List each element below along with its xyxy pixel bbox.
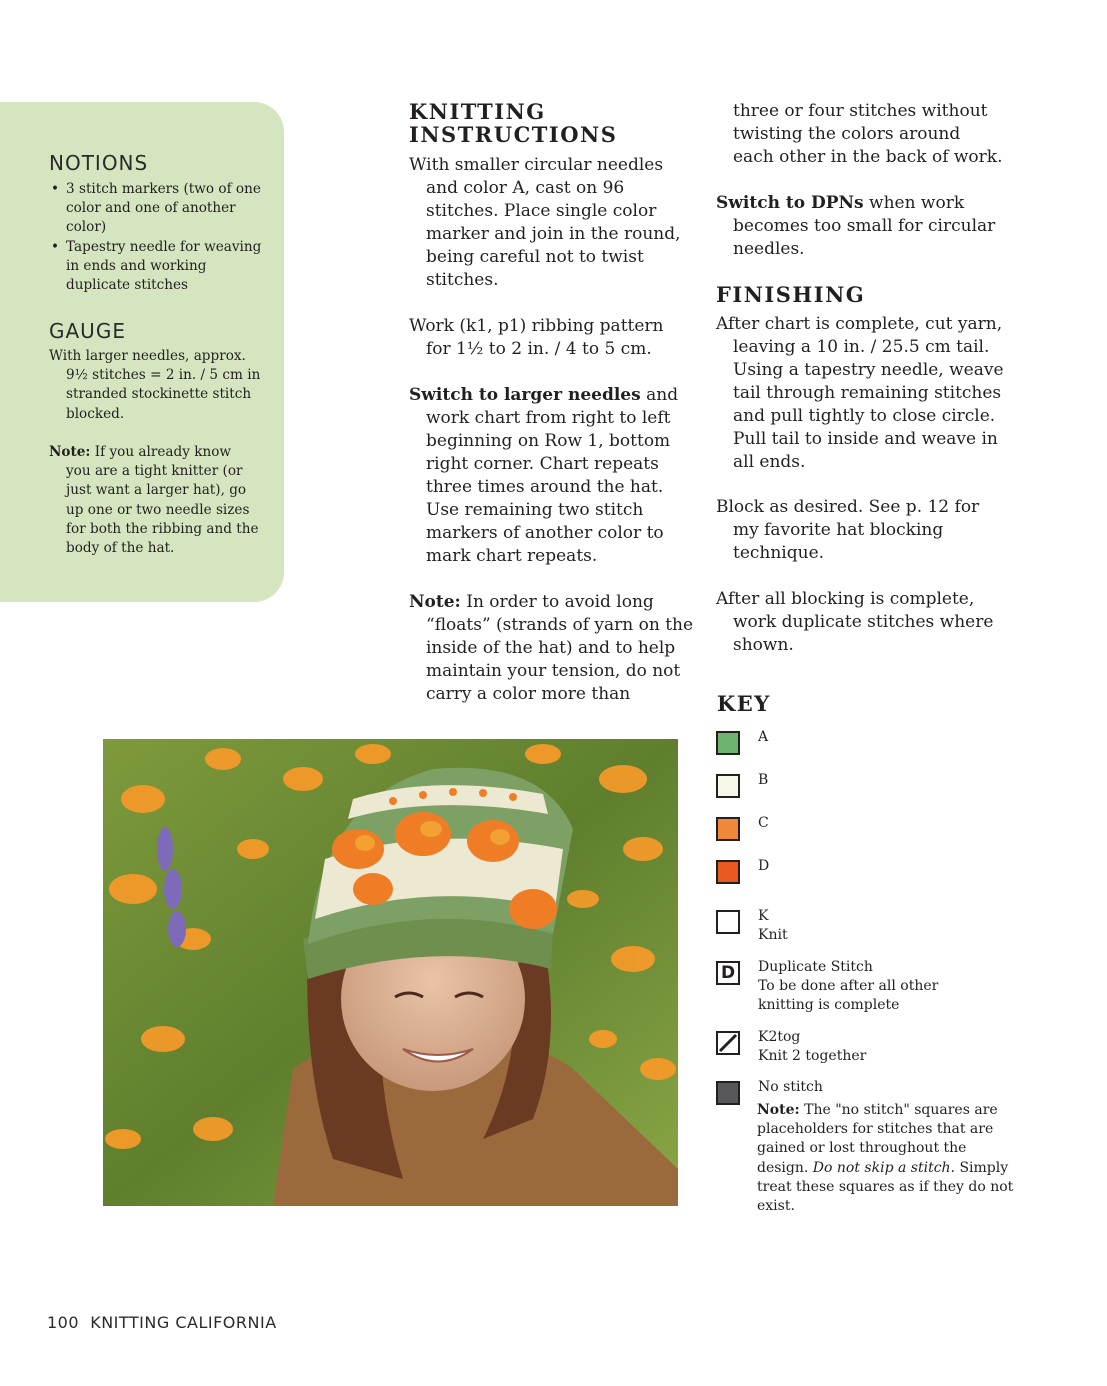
note-italic: Do not skip a stitch. (812, 1159, 955, 1176)
key-label (758, 958, 998, 1016)
note-bold: Note: (757, 1102, 800, 1118)
hat-photo-illustration (103, 739, 678, 1206)
para-text: and work chart from right to left beginning on Row 1, bottom right corner. Chart repeats three times around the hat. Use remaining two stitch markers of another color to mark chart repeats. (426, 385, 679, 566)
dup-label: Duplicate Stitch (758, 959, 873, 975)
duplicate-stitch-icon: D (716, 961, 740, 985)
gauge-text: With larger needles, approx. 9½ stitches = 2 in. / 5 cm in stranded stockinette stitch blocked. (49, 348, 261, 422)
instructions-heading-line: INSTRUCTIONS (409, 122, 618, 147)
no-stitch-swatch (716, 1081, 740, 1105)
note-text: The "no stitch" squares are placeholders for stitches that are gained or lost throughout the design. (757, 1102, 998, 1176)
k2tog-sub: Knit 2 together (758, 1048, 867, 1065)
gauge-heading: GAUGE (49, 319, 126, 343)
bold-lead: Switch to DPNs (716, 193, 864, 213)
instructions-floats-note (409, 591, 694, 706)
para-text: when work becomes too small for circular needles. (733, 193, 996, 259)
finishing-paragraph: Block as desired. See p. 12 for my favorite hat blocking technique. (716, 497, 980, 563)
key-heading: KEY (717, 691, 771, 716)
note-end: Simply treat these squares as if they do not exist. (757, 1159, 1014, 1215)
notions-list (49, 180, 269, 295)
knit-label: K (758, 908, 769, 924)
color-swatch-a (716, 731, 740, 755)
finishing-heading: FINISHING (716, 282, 866, 307)
k2tog-label: K2tog (758, 1029, 801, 1045)
color-swatch-b (716, 774, 740, 798)
instructions-cast-on: With smaller circular needles and color A, cast on 96 stitches. Place single color marker and join in the round, being careful not to twist stitches. (409, 155, 681, 290)
para-text: In order to avoid long “floats” (strands of yarn on the inside of the hat) and to help maintain your tension, do not carry a color more than (426, 592, 694, 704)
notions-item: • Tapestry needle for weaving in ends and working duplicate stitches (49, 238, 269, 296)
instructions-heading (409, 100, 617, 146)
bold-lead: Note: (409, 592, 461, 612)
instructions-larger-needles (409, 384, 684, 568)
instructions-heading-line: KNITTING (409, 99, 546, 124)
instructions-ribbing: Work (k1, p1) ribbing pattern for 1½ to 2 in. / 4 to 5 cm. (409, 316, 664, 359)
note-label: Note: (49, 444, 91, 460)
notions-heading: NOTIONS (49, 151, 149, 175)
key-label: B (758, 772, 769, 788)
book-title: KNITTING CALIFORNIA (90, 1313, 277, 1332)
instructions-floats-continued: three or four stitches without twisting the colors around each other in the back of work. (733, 101, 1003, 167)
nostitch-label: No stitch (758, 1079, 823, 1095)
notions-item: • 3 stitch markers (two of one color and one of another color) (49, 180, 269, 238)
knit-sub: Knit (758, 927, 788, 944)
color-swatch-c (716, 817, 740, 841)
knit-swatch (716, 910, 740, 934)
bold-lead: Switch to larger needles (409, 385, 641, 405)
slash-icon (718, 1033, 738, 1053)
hat-photo (103, 739, 678, 1206)
finishing-paragraph: After all blocking is complete, work duplicate stitches where shown. (716, 589, 994, 655)
instructions-dpns (716, 192, 1001, 261)
key-label: C (758, 815, 769, 831)
note-text: If you already know you are a tight knitter (or just want a larger hat), go up one or two needle sizes for both the ribbing and the body of the hat. (66, 444, 259, 557)
page-footer (47, 1313, 277, 1332)
key-label: A (758, 729, 769, 745)
no-stitch-note (757, 1101, 1019, 1216)
key-label (758, 1028, 1018, 1066)
k2tog-icon (716, 1031, 740, 1055)
key-label (758, 907, 1018, 945)
dup-sub: To be done after all other knitting is complete (758, 978, 939, 1014)
finishing-paragraph: After chart is complete, cut yarn, leaving a 10 in. / 25.5 cm tail. Using a tapestry needle, weave tail through remaining stitches and pull tightly to close circle. Pull tail to inside and weave in all ends. (716, 314, 1004, 472)
gauge-note (49, 443, 259, 558)
page-number: 100 (47, 1313, 80, 1332)
color-swatch-d (716, 860, 740, 884)
key-label: D (758, 858, 770, 874)
